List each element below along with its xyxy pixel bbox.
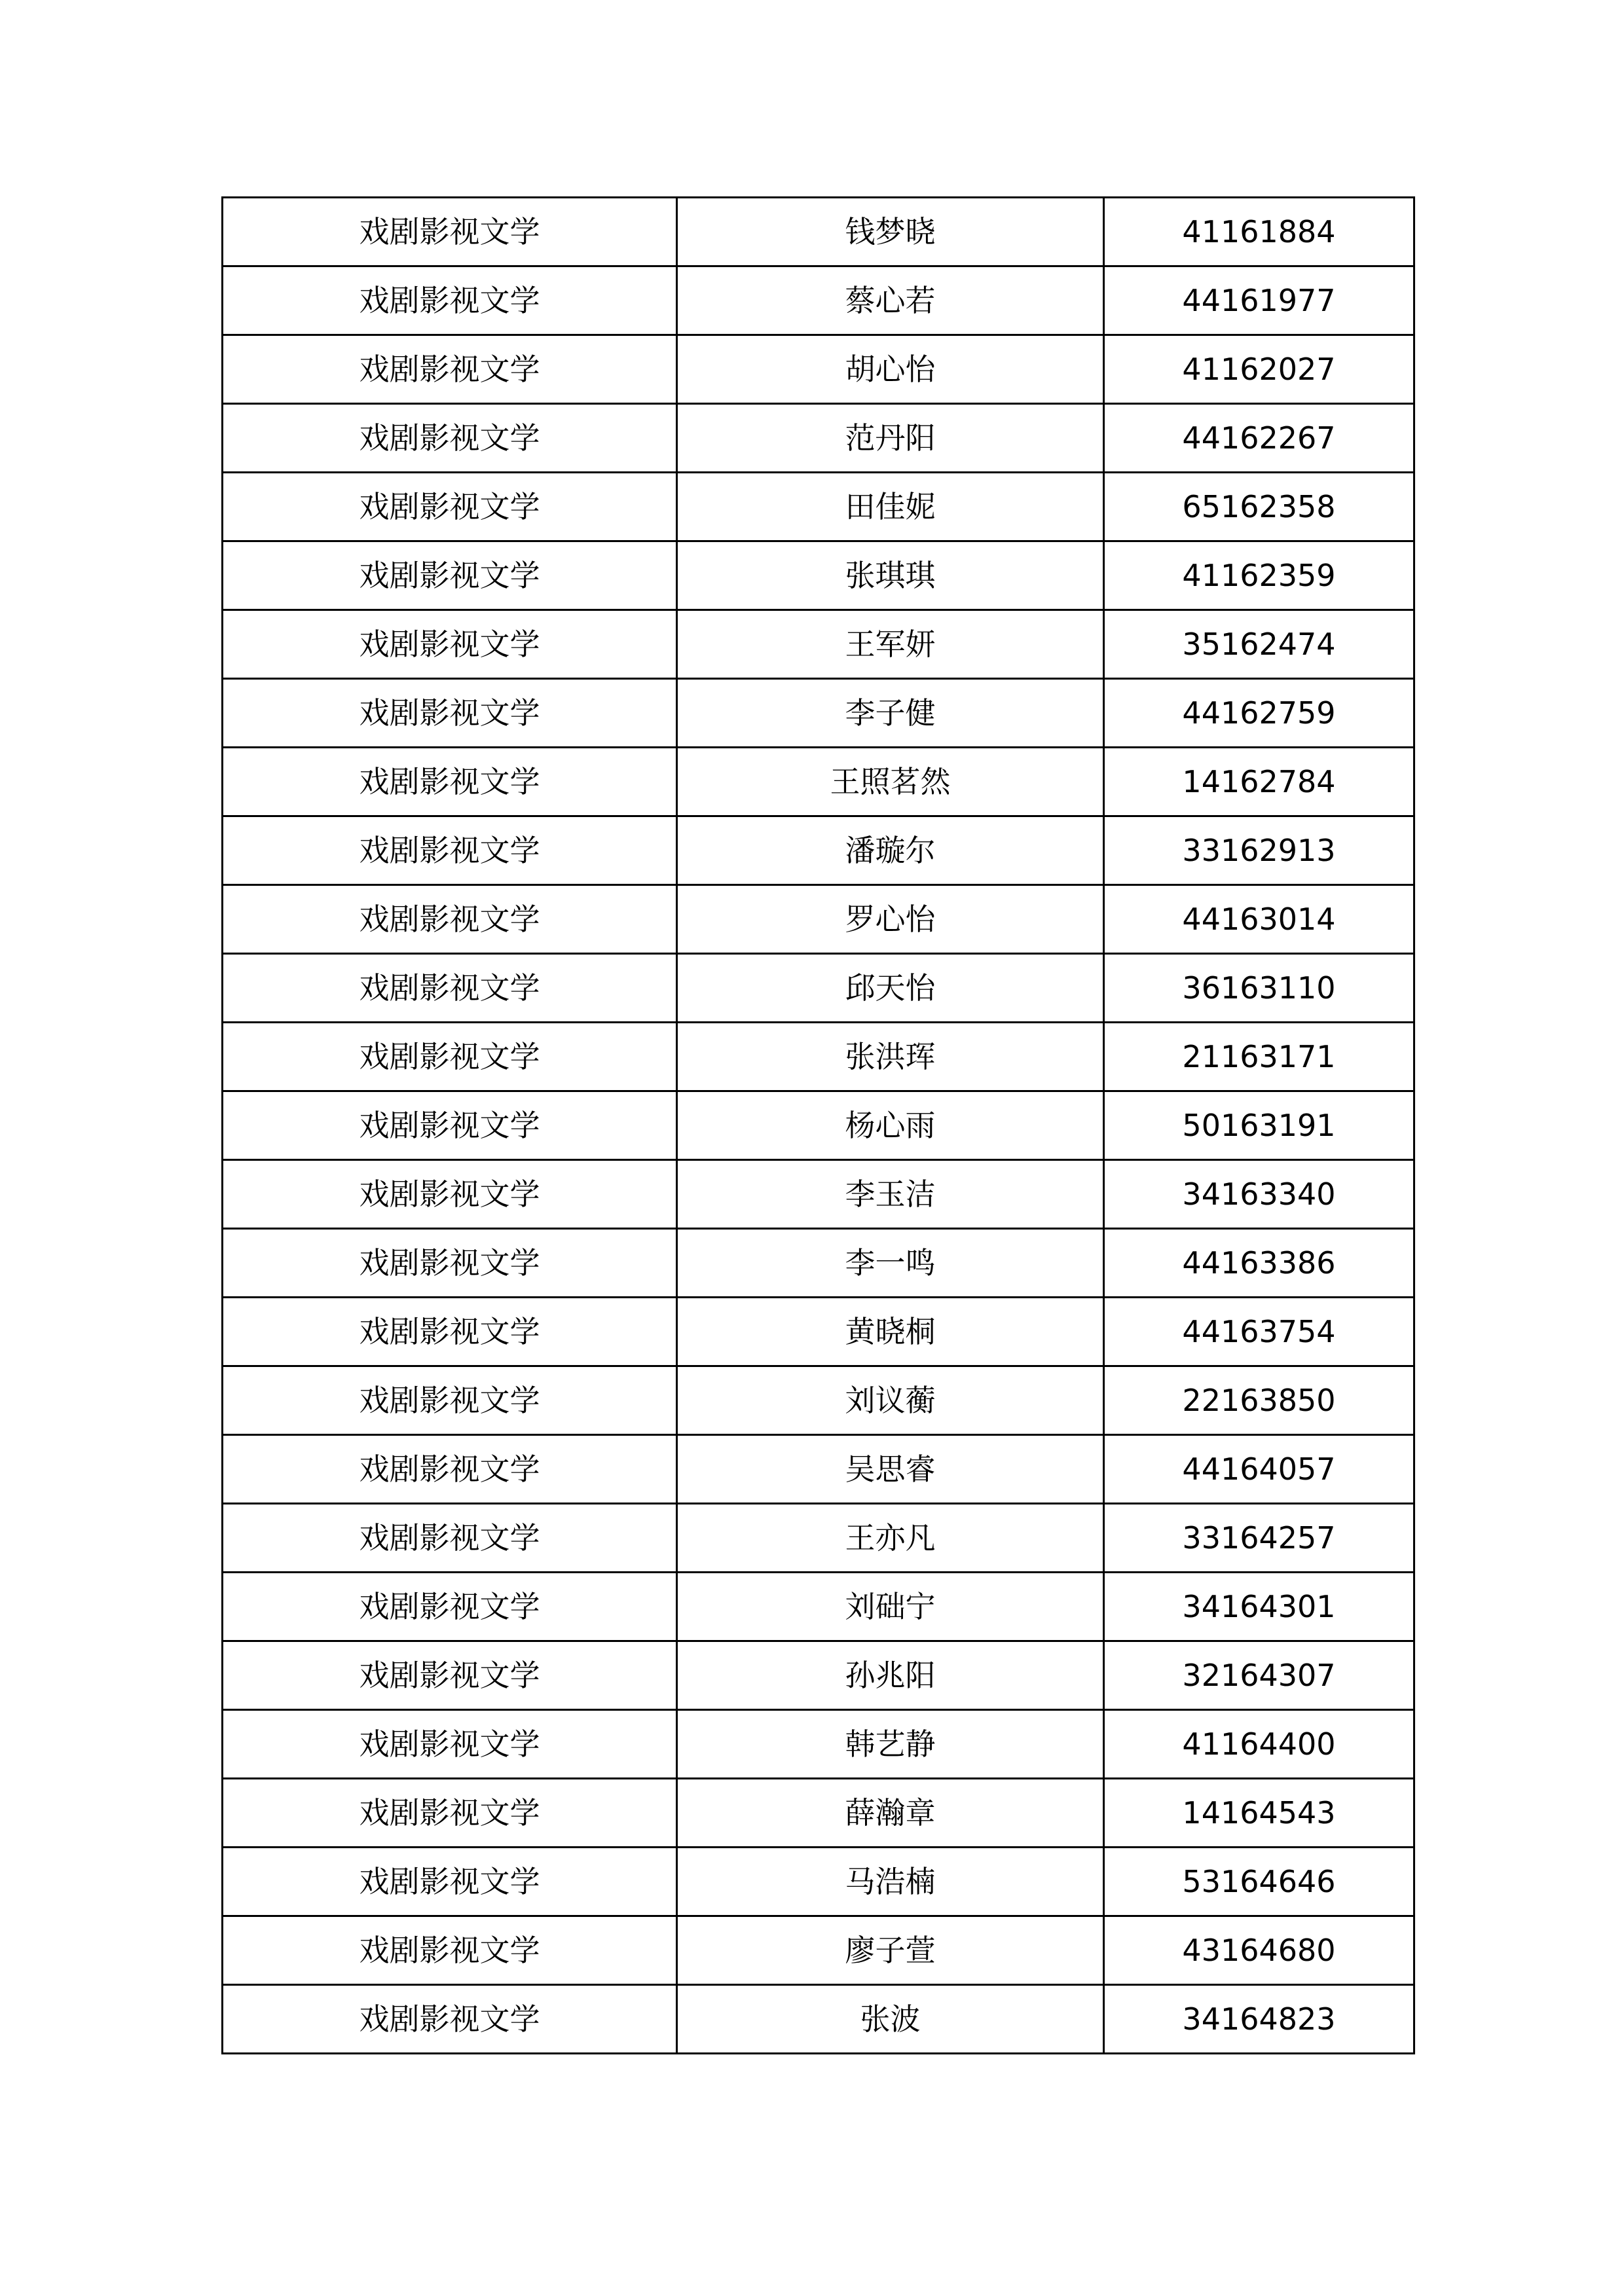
- table-row: [223, 1091, 1414, 1160]
- major-cell: 戏剧影视文学: [223, 1779, 677, 1848]
- major-cell: 戏剧影视文学: [223, 748, 677, 816]
- table-row: [223, 335, 1414, 404]
- major-cell: 戏剧影视文学: [223, 610, 677, 679]
- candidate-number-cell: 41162027: [1104, 335, 1414, 404]
- student-name-cell: 罗心怡: [677, 885, 1104, 954]
- candidate-number-cell: 44161977: [1104, 266, 1414, 335]
- major-cell: 戏剧影视文学: [223, 1229, 677, 1298]
- candidate-number-cell: 34164301: [1104, 1573, 1414, 1641]
- table-row: [223, 816, 1414, 885]
- student-name-cell: 潘璇尔: [677, 816, 1104, 885]
- student-name-cell: 马浩楠: [677, 1848, 1104, 1916]
- student-name-cell: 韩艺静: [677, 1710, 1104, 1779]
- table-row: [223, 266, 1414, 335]
- table-row: [223, 198, 1414, 266]
- student-name-cell: 吴思睿: [677, 1435, 1104, 1504]
- major-cell: 戏剧影视文学: [223, 1641, 677, 1710]
- major-cell: 戏剧影视文学: [223, 679, 677, 748]
- table-body: [223, 198, 1414, 2054]
- table-row: [223, 748, 1414, 816]
- candidate-number-cell: 41164400: [1104, 1710, 1414, 1779]
- candidate-number-cell: 32164307: [1104, 1641, 1414, 1710]
- student-name-cell: 杨心雨: [677, 1091, 1104, 1160]
- candidate-number-cell: 33162913: [1104, 816, 1414, 885]
- student-name-cell: 胡心怡: [677, 335, 1104, 404]
- major-cell: 戏剧影视文学: [223, 404, 677, 473]
- candidate-number-cell: 43164680: [1104, 1916, 1414, 1985]
- table-row: [223, 1298, 1414, 1366]
- major-cell: 戏剧影视文学: [223, 954, 677, 1023]
- candidate-number-cell: 14164543: [1104, 1779, 1414, 1848]
- student-name-cell: 李子健: [677, 679, 1104, 748]
- candidate-number-cell: 41162359: [1104, 541, 1414, 610]
- major-cell: 戏剧影视文学: [223, 1435, 677, 1504]
- candidate-number-cell: 35162474: [1104, 610, 1414, 679]
- major-cell: 戏剧影视文学: [223, 473, 677, 541]
- candidate-number-cell: 33164257: [1104, 1504, 1414, 1573]
- table-row: [223, 1916, 1414, 1985]
- candidate-number-cell: 44164057: [1104, 1435, 1414, 1504]
- major-cell: 戏剧影视文学: [223, 1985, 677, 2054]
- candidate-number-cell: 21163171: [1104, 1023, 1414, 1091]
- student-name-cell: 蔡心若: [677, 266, 1104, 335]
- candidate-number-cell: 44163754: [1104, 1298, 1414, 1366]
- student-name-cell: 刘础宁: [677, 1573, 1104, 1641]
- admission-list-table: [221, 196, 1415, 2054]
- table-row: [223, 1366, 1414, 1435]
- candidate-number-cell: 34163340: [1104, 1160, 1414, 1229]
- student-name-cell: 王亦凡: [677, 1504, 1104, 1573]
- major-cell: 戏剧影视文学: [223, 198, 677, 266]
- student-name-cell: 范丹阳: [677, 404, 1104, 473]
- major-cell: 戏剧影视文学: [223, 1091, 677, 1160]
- student-name-cell: 孙兆阳: [677, 1641, 1104, 1710]
- table-row: [223, 1504, 1414, 1573]
- table-row: [223, 954, 1414, 1023]
- table-row: [223, 1435, 1414, 1504]
- major-cell: 戏剧影视文学: [223, 1916, 677, 1985]
- table-row: [223, 679, 1414, 748]
- table-row: [223, 885, 1414, 954]
- table-row: [223, 473, 1414, 541]
- table-row: [223, 1779, 1414, 1848]
- student-name-cell: 廖子萱: [677, 1916, 1104, 1985]
- table-row: [223, 1848, 1414, 1916]
- candidate-number-cell: 14162784: [1104, 748, 1414, 816]
- major-cell: 戏剧影视文学: [223, 1023, 677, 1091]
- student-name-cell: 王照茗然: [677, 748, 1104, 816]
- major-cell: 戏剧影视文学: [223, 816, 677, 885]
- table-row: [223, 1160, 1414, 1229]
- student-name-cell: 王军妍: [677, 610, 1104, 679]
- major-cell: 戏剧影视文学: [223, 1366, 677, 1435]
- candidate-number-cell: 53164646: [1104, 1848, 1414, 1916]
- table-row: [223, 1641, 1414, 1710]
- candidate-number-cell: 41161884: [1104, 198, 1414, 266]
- table-row: [223, 1023, 1414, 1091]
- major-cell: 戏剧影视文学: [223, 1573, 677, 1641]
- candidate-number-cell: 22163850: [1104, 1366, 1414, 1435]
- candidate-number-cell: 44163014: [1104, 885, 1414, 954]
- major-cell: 戏剧影视文学: [223, 266, 677, 335]
- candidate-number-cell: 34164823: [1104, 1985, 1414, 2054]
- student-name-cell: 薛瀚章: [677, 1779, 1104, 1848]
- major-cell: 戏剧影视文学: [223, 885, 677, 954]
- table-row: [223, 404, 1414, 473]
- major-cell: 戏剧影视文学: [223, 335, 677, 404]
- table-row: [223, 1985, 1414, 2054]
- student-name-cell: 张波: [677, 1985, 1104, 2054]
- student-name-cell: 张洪珲: [677, 1023, 1104, 1091]
- student-name-cell: 李玉洁: [677, 1160, 1104, 1229]
- table-row: [223, 610, 1414, 679]
- student-name-cell: 钱梦晓: [677, 198, 1104, 266]
- candidate-number-cell: 44162267: [1104, 404, 1414, 473]
- student-name-cell: 田佳妮: [677, 473, 1104, 541]
- student-name-cell: 刘议蘅: [677, 1366, 1104, 1435]
- major-cell: 戏剧影视文学: [223, 541, 677, 610]
- candidate-number-cell: 44162759: [1104, 679, 1414, 748]
- major-cell: 戏剧影视文学: [223, 1298, 677, 1366]
- table-row: [223, 1710, 1414, 1779]
- student-name-cell: 黄晓桐: [677, 1298, 1104, 1366]
- major-cell: 戏剧影视文学: [223, 1160, 677, 1229]
- candidate-number-cell: 36163110: [1104, 954, 1414, 1023]
- student-name-cell: 邱天怡: [677, 954, 1104, 1023]
- major-cell: 戏剧影视文学: [223, 1710, 677, 1779]
- candidate-number-cell: 65162358: [1104, 473, 1414, 541]
- student-name-cell: 张琪琪: [677, 541, 1104, 610]
- table-row: [223, 1229, 1414, 1298]
- major-cell: 戏剧影视文学: [223, 1504, 677, 1573]
- candidate-number-cell: 44163386: [1104, 1229, 1414, 1298]
- table-row: [223, 1573, 1414, 1641]
- table-row: [223, 541, 1414, 610]
- candidate-number-cell: 50163191: [1104, 1091, 1414, 1160]
- major-cell: 戏剧影视文学: [223, 1848, 677, 1916]
- student-name-cell: 李一鸣: [677, 1229, 1104, 1298]
